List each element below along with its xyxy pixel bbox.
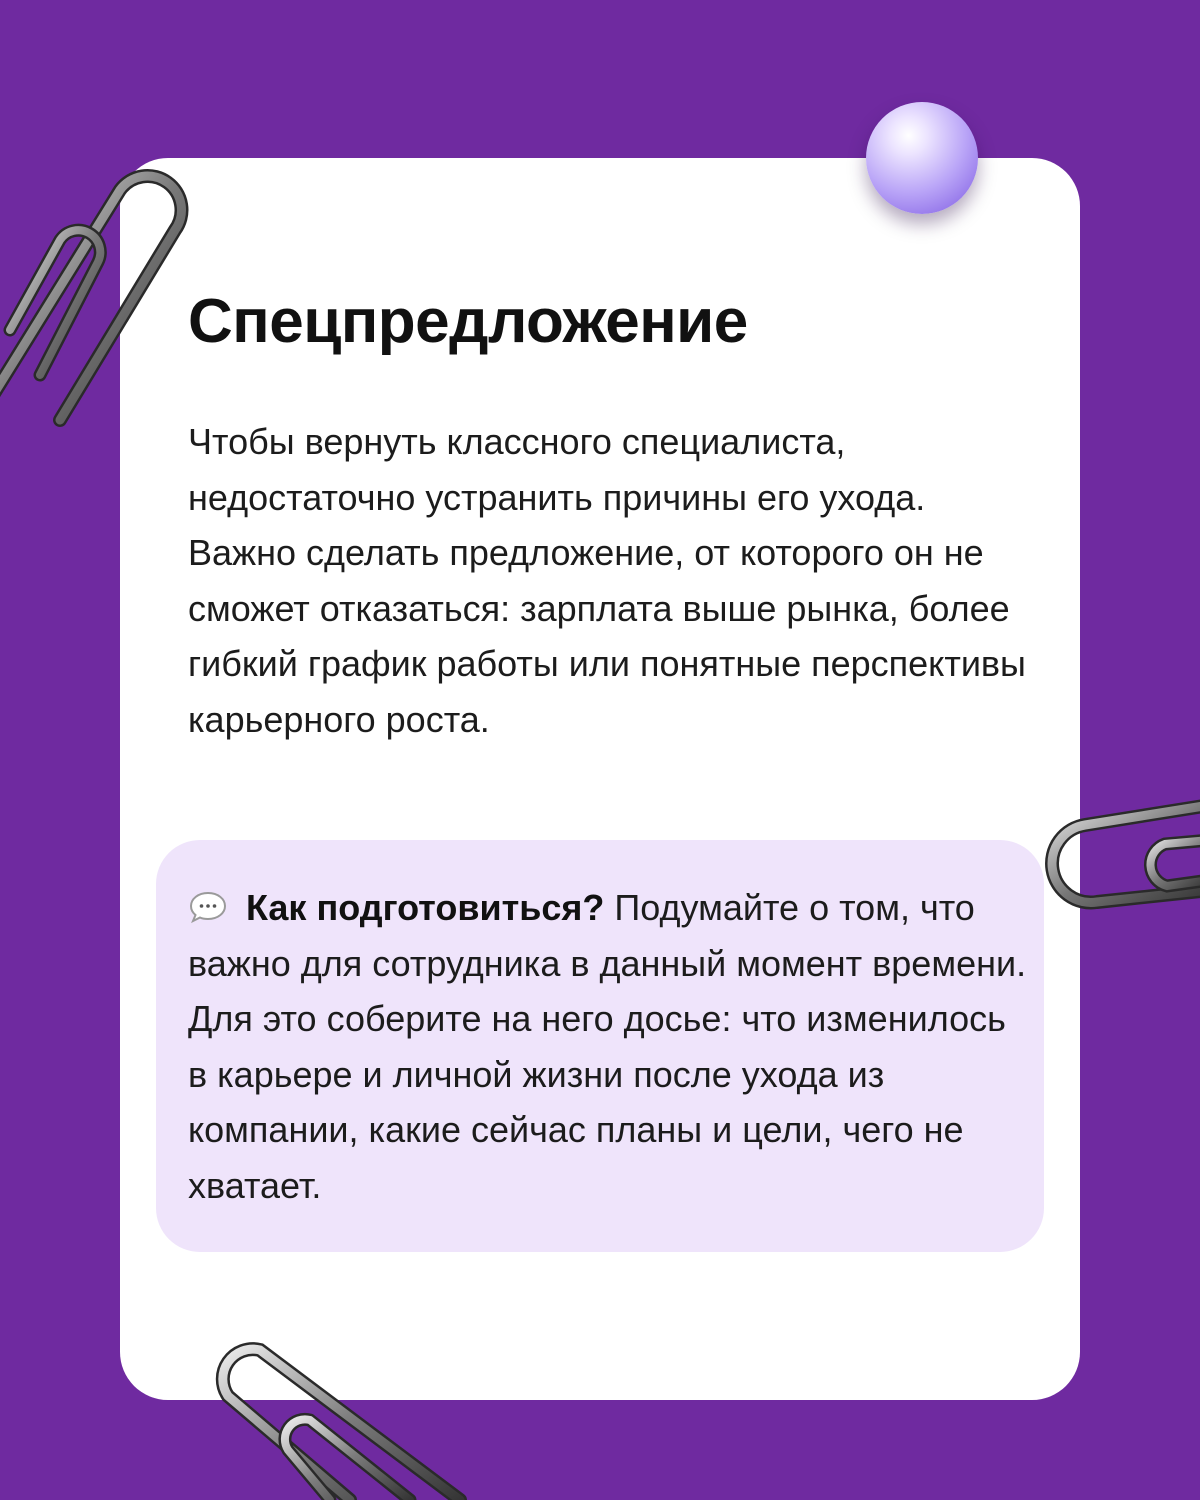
push-pin-icon xyxy=(866,102,978,214)
page-title: Спецпредложение xyxy=(188,287,748,356)
content-card xyxy=(120,158,1080,1400)
paperclip-bottom-icon xyxy=(200,1320,500,1500)
tip-box xyxy=(156,840,1044,1252)
tip-body: Подумайте о том, что важно для сотрудника в данный момент времени. Для это соберите на него досье: что изменилось в карьере и личной жизни после ухода из компании, какие сейчас планы и цели, чего не хватает. xyxy=(188,887,1027,1206)
speech-bubble-icon xyxy=(188,884,228,918)
tip-heading: Как подготовиться? xyxy=(246,887,605,928)
paperclip-top-left-icon xyxy=(0,130,220,430)
paperclip-right-icon xyxy=(1025,780,1200,940)
tip-paragraph xyxy=(188,880,1028,1213)
body-paragraph: Чтобы вернуть классного специалиста, недостаточно устранить причины его ухода. Важно сделать предложение, от которого он не сможет отказаться: зарплата выше рынка, более гибкий график работы или понятные перспективы карьерного роста. xyxy=(188,421,1026,740)
